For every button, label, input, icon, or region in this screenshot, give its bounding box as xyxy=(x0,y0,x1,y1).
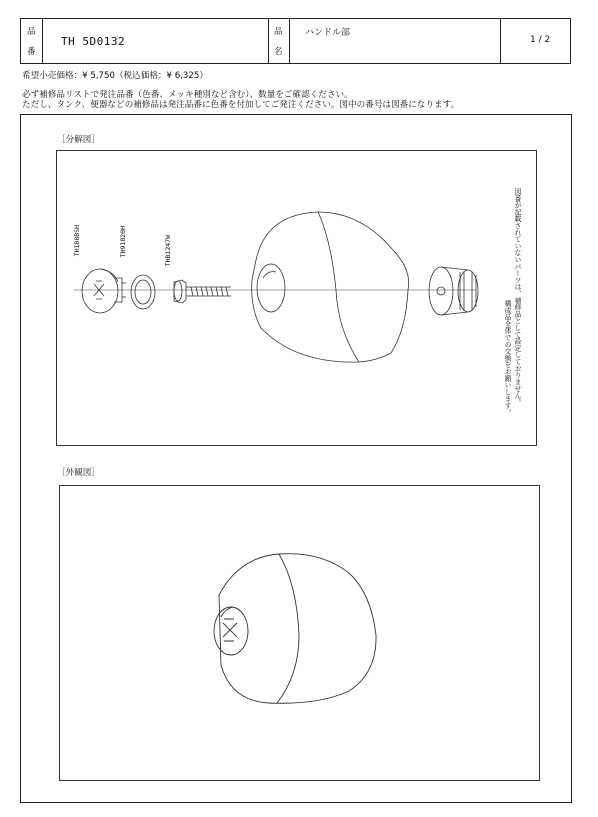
header-box xyxy=(20,18,571,64)
side-note: 構成品全体での交換をお願いします。 xyxy=(503,300,511,416)
page-number: 1 / 2 xyxy=(530,35,551,45)
product-number: TH 5D0132 xyxy=(61,35,126,48)
header-divider xyxy=(289,19,290,63)
part-label: TH91820H xyxy=(119,226,127,258)
header-divider xyxy=(42,19,43,63)
knob-icon xyxy=(429,267,478,315)
product-no-label: 品 xyxy=(27,27,36,37)
exploded-drawing xyxy=(56,150,537,446)
product-name-label: 品 xyxy=(274,27,283,37)
handle-body-icon xyxy=(252,212,409,362)
header-divider xyxy=(500,19,501,63)
part-label: THB1247W xyxy=(164,235,172,267)
exterior-caption: ［外観図］ xyxy=(57,468,100,478)
product-no-label: 番 xyxy=(27,47,36,57)
exterior-drawing xyxy=(59,485,540,781)
note-line: ただし、タンク、便器などの補修品は発注品番に色番を付加してご発注ください。図中の番号は図番になります。 xyxy=(22,100,460,110)
note-line: 必ず補修品リストで発注品番（色番、メッキ種別など含む）、数量をご確認ください。 xyxy=(22,90,353,100)
side-note: 図番が記載されていないパーツは、補修品として設定しておりません。 xyxy=(513,188,521,406)
cap-icon xyxy=(82,269,126,313)
price-line: 希望小売価格：¥ 5,750（税込価格：¥ 6,325） xyxy=(22,71,208,81)
product-name: ハンドル部 xyxy=(305,28,351,38)
part-label: TH188BSH xyxy=(73,225,81,257)
header-divider xyxy=(268,19,269,63)
exploded-caption: ［分解図］ xyxy=(57,135,100,145)
screw-icon xyxy=(174,280,231,303)
handle-exterior-icon xyxy=(214,554,376,704)
ring-icon xyxy=(131,275,155,309)
product-name-label: 名 xyxy=(274,47,283,57)
